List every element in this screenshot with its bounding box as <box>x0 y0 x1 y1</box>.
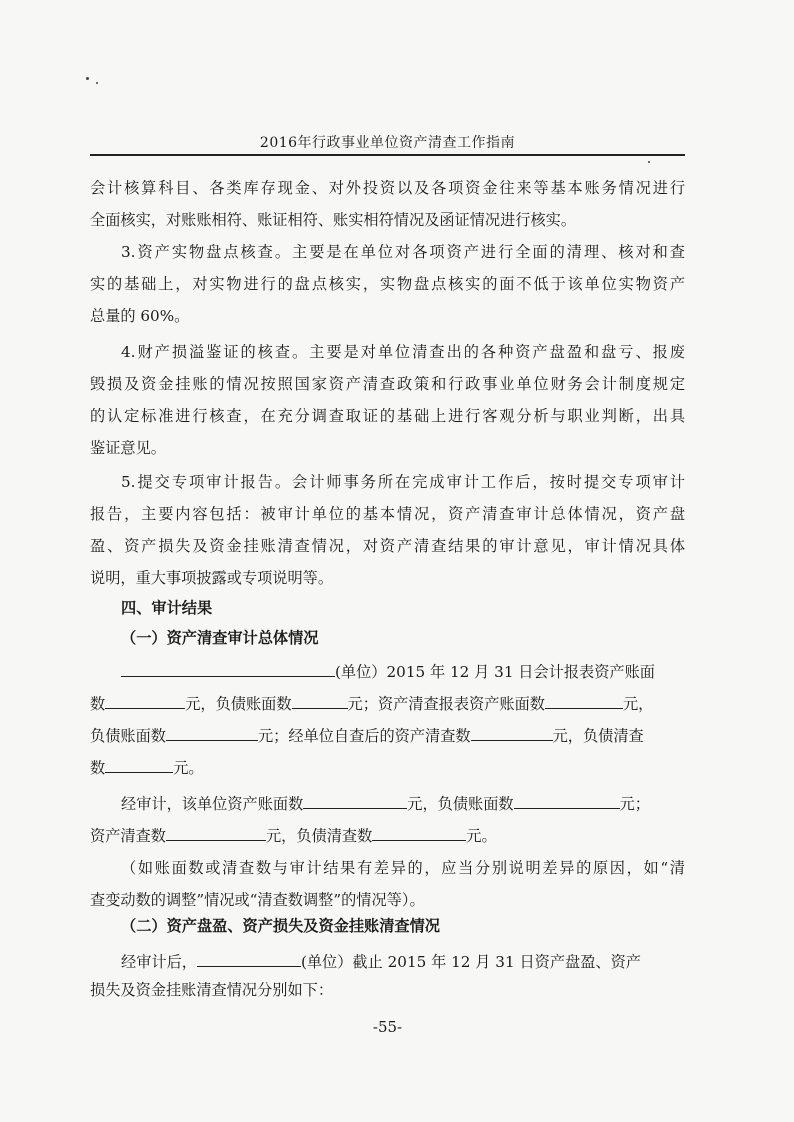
blank-unit-name-2[interactable] <box>197 950 301 967</box>
form-line: 负债账面数 元；经单位自查后的资产清查数 元，负债清查 <box>90 724 685 746</box>
running-header: 2016年行政事业单位资产清查工作指南 <box>259 135 516 151</box>
form-line: 经审计，该单位资产账面数 元，负债账面数 元； <box>121 792 716 814</box>
blank-selfcheck-liability[interactable] <box>105 756 173 773</box>
blank-report-asset-book[interactable] <box>545 692 623 709</box>
body-line: 说明，重大事项披露或专项说明等。 <box>90 569 333 587</box>
body-line: 报告，主要内容包括：被审计单位的基本情况，资产清查审计总体情况，资产盘 <box>90 505 685 523</box>
body-line: 5.提交专项审计报告。会计师事务所在完成审计工作后，按时提交专项审计 <box>121 473 685 491</box>
scan-speck <box>648 161 650 163</box>
form-line: (单位）2015 年 12 月 31 日会计报表资产账面 <box>121 660 716 682</box>
form-line: 经审计后， (单位）截止 2015 年 12 月 31 日资产盘盈、资产 <box>121 950 716 972</box>
blank-asset-book[interactable] <box>105 692 185 709</box>
section-heading: 四、审计结果 <box>121 599 213 617</box>
body-line: 总量的 60%。 <box>90 307 190 325</box>
page-number: -55- <box>372 1018 403 1036</box>
note-line: （如账面数或清查数与审计结果有差异的，应当分别说明差异的原因，如“清 <box>121 859 685 877</box>
body-line: 盈、资产损失及资金挂账清查情况，对资产清查结果的审计意见，审计情况具体 <box>90 537 685 555</box>
scan-speck <box>96 82 98 84</box>
blank-audited-asset-book[interactable] <box>303 792 407 809</box>
body-line: 3.资产实物盘点核查。主要是在单位对各项资产进行全面的清理、核对和查 <box>121 243 685 261</box>
blank-liability-book[interactable] <box>292 692 348 709</box>
subsection-heading: （一）资产清查审计总体情况 <box>121 629 319 647</box>
body-line: 损失及资金挂账清查情况分别如下： <box>90 981 333 999</box>
blank-unit-name[interactable] <box>121 660 335 677</box>
blank-audited-asset-check[interactable] <box>166 824 266 841</box>
blank-selfcheck-asset[interactable] <box>471 724 553 741</box>
scan-speck <box>86 77 89 80</box>
body-line: 4.财产损溢鉴证的核查。主要是对单位清查出的各种资产盘盈和盘亏、报废 <box>121 343 685 361</box>
body-line: 全面核实，对账账相符、账证相符、账实相符情况及函证情况进行核实。 <box>90 211 576 229</box>
body-line: 鉴证意见。 <box>90 439 166 457</box>
blank-report-liability-book[interactable] <box>166 724 258 741</box>
form-line: 数 元，负债账面数 元；资产清查报表资产账面数 元， <box>90 692 685 714</box>
body-line: 实的基础上，对实物进行的盘点核实，实物盘点核实的面不低于该单位实物资产 <box>90 275 685 293</box>
body-line: 毁损及资金挂账的情况按照国家资产清查政策和行政事业单位财务会计制度规定 <box>90 375 685 393</box>
form-line: 数 元。 <box>90 756 685 778</box>
blank-audited-liability-check[interactable] <box>372 824 466 841</box>
body-line: 的认定标准进行核查，在充分调查取证的基础上进行客观分析与职业判断，出具 <box>90 407 685 425</box>
header-rule <box>90 154 685 156</box>
form-line: 资产清查数 元，负债清查数 元。 <box>90 824 685 846</box>
body-line: 会计核算科目、各类库存现金、对外投资以及各项资金往来等基本账务情况进行 <box>90 179 685 197</box>
blank-audited-liability-book[interactable] <box>514 792 620 809</box>
note-line: 查变动数的调整”情况或“清查数调整”的情况等）。 <box>90 891 425 909</box>
subsection-heading: （二）资产盘盈、资产损失及资金挂账清查情况 <box>121 917 440 935</box>
